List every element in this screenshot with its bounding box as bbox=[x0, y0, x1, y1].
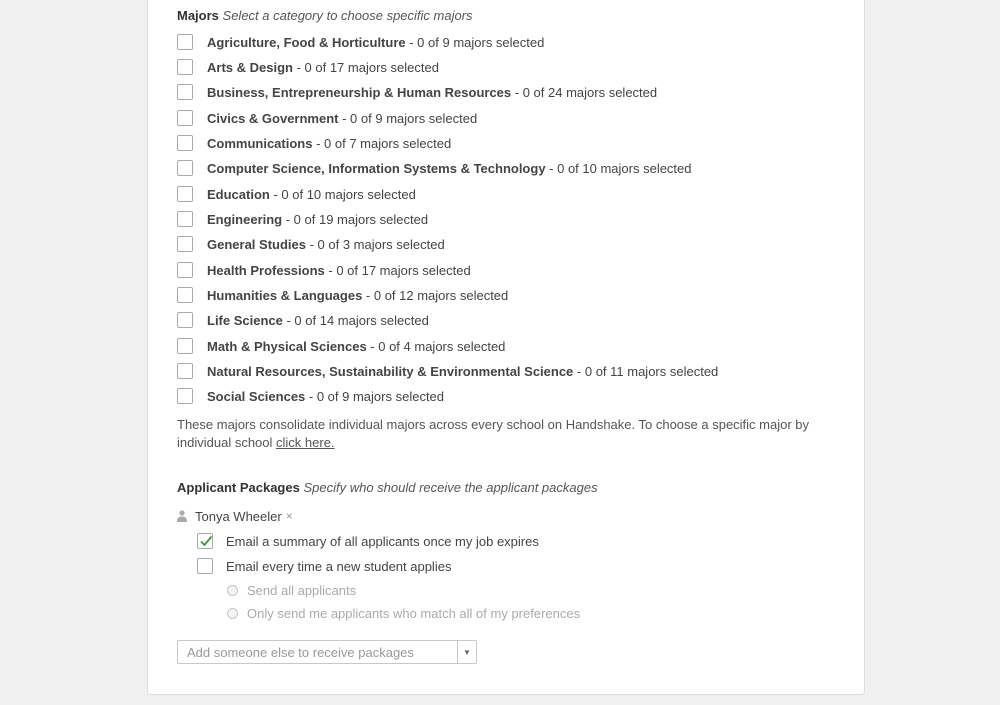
major-category-count: - 0 of 14 majors selected bbox=[282, 312, 429, 328]
recipient-name: Tonya Wheeler bbox=[195, 508, 282, 524]
option-each-row[interactable] bbox=[197, 556, 451, 576]
major-category-name: Computer Science, Information Systems & Technology bbox=[207, 160, 546, 176]
send-all-radio[interactable] bbox=[227, 585, 238, 596]
recipient-row bbox=[177, 507, 293, 525]
major-category-row[interactable] bbox=[177, 336, 505, 356]
packages-subtitle: Specify who should receive the applicant packages bbox=[303, 480, 598, 495]
major-category-name: Humanities & Languages bbox=[207, 287, 363, 303]
send-match-label: Only send me applicants who match all of my preferences bbox=[247, 605, 581, 621]
majors-title: Majors bbox=[177, 8, 219, 23]
major-category-checkbox[interactable] bbox=[177, 135, 193, 151]
major-category-count: - 0 of 10 majors selected bbox=[545, 160, 692, 176]
major-category-name: Education bbox=[207, 186, 270, 202]
major-category-name: Agriculture, Food & Horticulture bbox=[207, 34, 406, 50]
major-category-count: - 0 of 10 majors selected bbox=[269, 186, 416, 202]
major-category-count: - 0 of 24 majors selected bbox=[511, 84, 658, 100]
radio-all-row[interactable] bbox=[227, 581, 356, 599]
packages-title: Applicant Packages bbox=[177, 480, 300, 495]
radio-match-row[interactable] bbox=[227, 604, 580, 622]
major-category-row[interactable] bbox=[177, 133, 451, 153]
major-category-name: Civics & Government bbox=[207, 110, 339, 126]
major-category-checkbox[interactable] bbox=[177, 262, 193, 278]
major-category-name: Business, Entrepreneurship & Human Resources bbox=[207, 84, 512, 100]
checkmark-icon bbox=[199, 534, 213, 548]
major-category-name: Arts & Design bbox=[207, 59, 293, 75]
major-category-checkbox[interactable] bbox=[177, 363, 193, 379]
chevron-down-icon[interactable]: ▼ bbox=[457, 641, 476, 663]
major-category-checkbox[interactable] bbox=[177, 338, 193, 354]
major-category-count: - 0 of 7 majors selected bbox=[312, 135, 452, 151]
major-category-checkbox[interactable] bbox=[177, 34, 193, 50]
send-all-label: Send all applicants bbox=[247, 582, 357, 598]
each-applicant-label: Email every time a new student applies bbox=[226, 558, 452, 574]
major-category-checkbox[interactable] bbox=[177, 388, 193, 404]
major-category-checkbox[interactable] bbox=[177, 110, 193, 126]
major-category-name: Health Professions bbox=[207, 262, 325, 278]
major-category-row[interactable] bbox=[177, 234, 445, 254]
add-recipient-placeholder: Add someone else to receive packages bbox=[187, 644, 414, 660]
each-applicant-checkbox[interactable] bbox=[197, 558, 213, 574]
major-category-name: General Studies bbox=[207, 236, 306, 252]
majors-note bbox=[177, 416, 827, 452]
major-category-checkbox[interactable] bbox=[177, 84, 193, 100]
major-category-checkbox[interactable] bbox=[177, 160, 193, 176]
majors-note-text: These majors consolidate individual majors across every school on Handshake. To choose a specific major by individual school bbox=[177, 417, 810, 450]
summary-label: Email a summary of all applicants once my job expires bbox=[226, 533, 539, 549]
major-category-row[interactable] bbox=[177, 108, 477, 128]
major-category-checkbox[interactable] bbox=[177, 236, 193, 252]
major-category-checkbox[interactable] bbox=[177, 186, 193, 202]
major-category-row[interactable] bbox=[177, 285, 508, 305]
packages-heading bbox=[177, 480, 598, 495]
major-category-checkbox[interactable] bbox=[177, 312, 193, 328]
majors-heading bbox=[177, 8, 473, 23]
option-summary-row[interactable] bbox=[197, 531, 539, 551]
major-category-count: - 0 of 17 majors selected bbox=[292, 59, 439, 75]
major-category-row[interactable] bbox=[177, 184, 416, 204]
major-category-checkbox[interactable] bbox=[177, 59, 193, 75]
major-category-row[interactable] bbox=[177, 209, 428, 229]
major-category-name: Communications bbox=[207, 135, 313, 151]
major-category-name: Natural Resources, Sustainability & Environmental Science bbox=[207, 363, 574, 379]
major-category-row[interactable] bbox=[177, 57, 439, 77]
majors-subtitle: Select a category to choose specific majors bbox=[222, 8, 473, 23]
major-category-count: - 0 of 19 majors selected bbox=[282, 211, 429, 227]
major-category-checkbox[interactable] bbox=[177, 211, 193, 227]
major-category-count: - 0 of 11 majors selected bbox=[573, 363, 719, 379]
major-category-count: - 0 of 17 majors selected bbox=[324, 262, 471, 278]
major-category-row[interactable] bbox=[177, 386, 444, 406]
major-category-row[interactable] bbox=[177, 361, 718, 381]
major-category-name: Life Science bbox=[207, 312, 283, 328]
click-here-link[interactable]: click here. bbox=[276, 435, 335, 450]
major-category-count: - 0 of 9 majors selected bbox=[305, 388, 445, 404]
major-category-count: - 0 of 9 majors selected bbox=[405, 34, 545, 50]
major-category-count: - 0 of 4 majors selected bbox=[366, 338, 506, 354]
major-category-count: - 0 of 12 majors selected bbox=[362, 287, 509, 303]
major-category-row[interactable] bbox=[177, 82, 657, 102]
major-category-row[interactable] bbox=[177, 32, 544, 52]
major-category-name: Math & Physical Sciences bbox=[207, 338, 367, 354]
send-match-radio[interactable] bbox=[227, 608, 238, 619]
major-category-row[interactable] bbox=[177, 260, 471, 280]
major-category-row[interactable] bbox=[177, 310, 429, 330]
add-recipient-select[interactable] bbox=[177, 640, 477, 664]
major-category-count: - 0 of 9 majors selected bbox=[338, 110, 478, 126]
major-category-count: - 0 of 3 majors selected bbox=[305, 236, 445, 252]
user-icon bbox=[177, 510, 187, 522]
summary-checkbox[interactable] bbox=[197, 533, 213, 549]
major-category-name: Social Sciences bbox=[207, 388, 306, 404]
major-category-row[interactable] bbox=[177, 158, 692, 178]
major-category-checkbox[interactable] bbox=[177, 287, 193, 303]
remove-recipient-icon[interactable]: × bbox=[285, 509, 293, 523]
major-category-name: Engineering bbox=[207, 211, 283, 227]
